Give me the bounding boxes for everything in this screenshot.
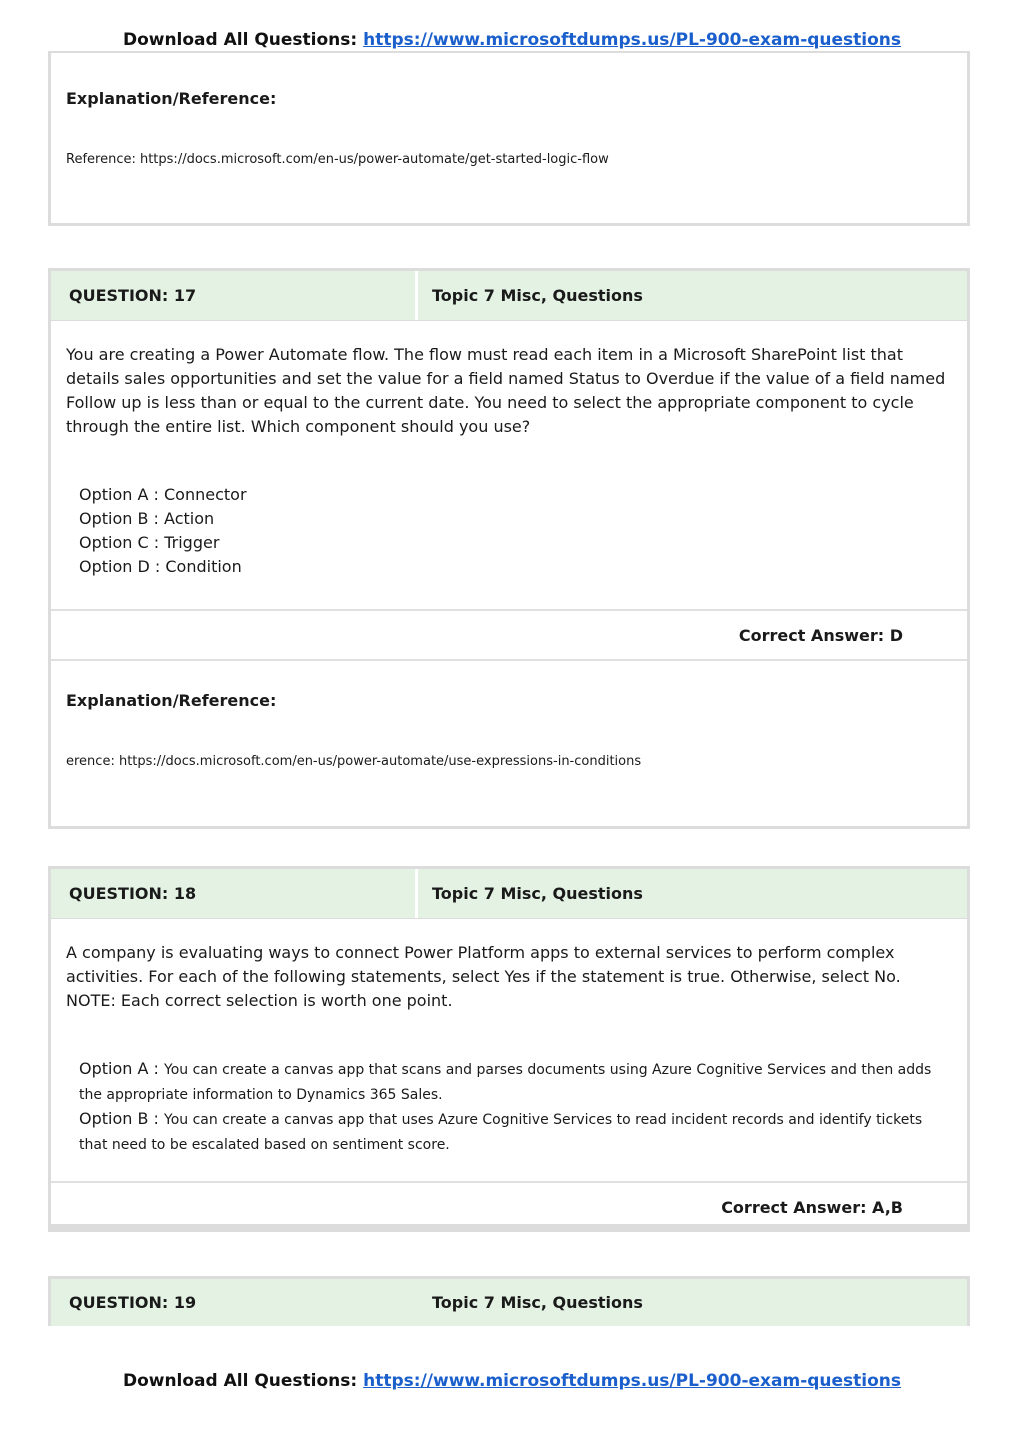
option-a[interactable] — [79, 1057, 953, 1107]
options-list — [51, 483, 967, 609]
question-text: A company is evaluating ways to connect Power Platform apps to external services to perform complex activities. For each of the following statements, select Yes if the statement is true. Otherwise, select No. NOTE: Each correct selection is worth one point. — [66, 943, 901, 1010]
option-text: Trigger — [164, 533, 220, 552]
question-card-18 — [48, 866, 970, 1232]
explanation-reference: erence: https://docs.microsoft.com/en-us/power-automate/use-expressions-in-conditions — [66, 754, 642, 769]
option-text: Action — [164, 509, 215, 528]
option-text: Condition — [165, 557, 242, 576]
option-label: Option B : — [79, 1109, 159, 1128]
download-link[interactable]: https://www.microsoftdumps.us/PL-900-exam-questions — [363, 30, 902, 50]
question-card-19 — [48, 1276, 970, 1326]
question-number: QUESTION: 17 — [51, 271, 418, 320]
explanation-block — [51, 659, 967, 769]
question-card-17 — [48, 268, 970, 829]
option-b[interactable] — [79, 507, 951, 531]
explanation-title: Explanation/Reference: — [66, 691, 277, 710]
option-b[interactable] — [79, 1107, 953, 1157]
option-label: Option A : — [79, 485, 159, 504]
option-text: You can create a canvas app that uses Azure Cognitive Services to read incident records and identify tickets that need to be escalated based on sentiment score. — [79, 1112, 923, 1153]
question-topic: Topic 7 Misc, Questions — [432, 884, 643, 903]
option-text: Connector — [164, 485, 247, 504]
question-topic: Topic 7 Misc, Questions — [432, 286, 643, 305]
option-label: Option A : — [79, 1059, 159, 1078]
download-label: Download All Questions: — [122, 1371, 358, 1391]
option-text: You can create a canvas app that scans and parses documents using Azure Cognitive Services and then adds the appropriate information to Dynamics 365 Sales. — [79, 1062, 932, 1103]
previous-explanation-card — [48, 51, 970, 226]
option-label: Option C : — [79, 533, 160, 552]
question-number: QUESTION: 19 — [51, 1279, 418, 1326]
download-banner-bottom — [0, 1371, 1024, 1391]
question-header — [51, 869, 967, 919]
option-a[interactable] — [79, 483, 951, 507]
explanation-title: Explanation/Reference: — [66, 89, 277, 108]
question-number: QUESTION: 18 — [51, 869, 418, 918]
option-label: Option D : — [79, 557, 161, 576]
correct-answer: Correct Answer: D — [51, 609, 967, 659]
download-link[interactable]: https://www.microsoftdumps.us/PL-900-exam-questions — [363, 1371, 902, 1391]
download-label: Download All Questions: — [122, 30, 358, 50]
download-banner-top — [0, 30, 1024, 50]
correct-answer: Correct Answer: A,B — [51, 1181, 967, 1231]
option-c[interactable] — [79, 531, 951, 555]
question-text: You are creating a Power Automate flow. The flow must read each item in a Microsoft SharePoint list that details sales opportunities and set the value for a field named Status to Overdue if the value of a field named Follow up is less than or equal to the current date. You need to select the appropriate component to cycle through the entire list. Which component should you use? — [66, 345, 946, 436]
question-topic: Topic 7 Misc, Questions — [432, 1293, 643, 1312]
option-d[interactable] — [79, 555, 951, 579]
options-list — [51, 1057, 967, 1181]
explanation-reference: Reference: https://docs.microsoft.com/en-us/power-automate/get-started-logic-flow — [66, 152, 609, 167]
question-header — [51, 271, 967, 321]
question-header — [51, 1279, 967, 1326]
option-label: Option B : — [79, 509, 159, 528]
